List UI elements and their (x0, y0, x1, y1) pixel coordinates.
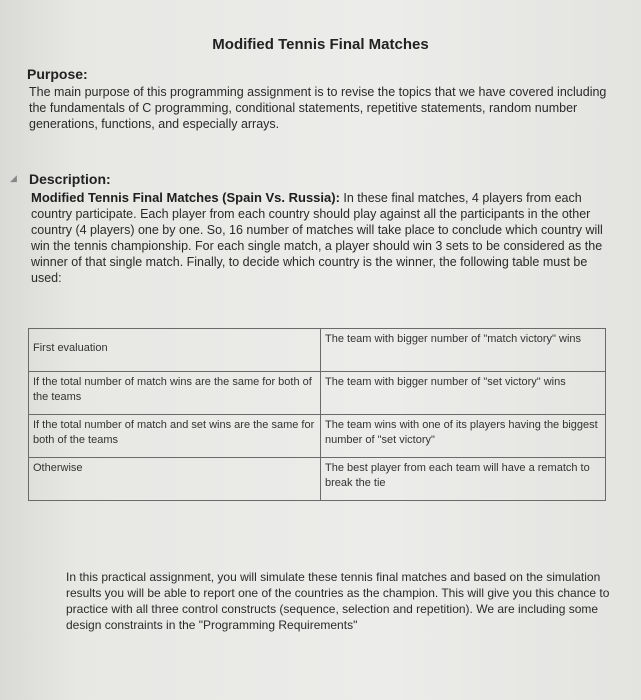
table-cell-condition: If the total number of match wins are the same for both of the teams (29, 372, 321, 415)
table-row (29, 329, 606, 372)
table-cell-condition (29, 329, 321, 372)
purpose-heading: Purpose: (27, 66, 88, 82)
description-paragraph (31, 190, 611, 286)
table-cell-result: The team wins with one of its players having the biggest number of "set victory" (321, 415, 606, 458)
table-cell-result: The best player from each team will have a rematch to break the tie (321, 458, 606, 501)
collapse-arrow-icon: ◢ (10, 173, 17, 183)
closing-paragraph: In this practical assignment, you will simulate these tennis final matches and based on the simulation results you will be able to report one of the countries as the champion. This will give you this chance to practice with all three control constructs (sequence, selection and repetition). We are including some design constraints in the "Programming Requirements" (66, 570, 610, 632)
purpose-paragraph: The main purpose of this programming assignment is to revise the topics that we have covered including the fundamentals of C programming, conditional statements, repetitive statements, random number generations, functions, and especially arrays. (29, 85, 607, 131)
table-row (29, 458, 606, 501)
table-row (29, 372, 606, 415)
condition-text: First evaluation (33, 342, 108, 354)
description-body: In these final matches, 4 players from each country participate. Each player from each country should play against all the participants in the other country (4 players) one by one. So, 16 number of matches will take place to conclude which country will win the tennis championship. For each single match, a player should win 3 sets to be considered as the winner of that single match. Finally, to decide which country is the winner, the following table must be used: (31, 191, 603, 285)
description-lead: Modified Tennis Final Matches (Spain Vs. Russia): (31, 190, 340, 205)
description-heading: Description: (29, 171, 111, 187)
table-cell-condition: Otherwise (29, 458, 321, 501)
table-cell-result: The team with bigger number of "set victory" wins (321, 372, 606, 415)
evaluation-table (28, 328, 606, 501)
table-cell-condition: If the total number of match and set wins are the same for both of the teams (29, 415, 321, 458)
table-row (29, 415, 606, 458)
table-cell-result: The team with bigger number of "match victory" wins (321, 329, 606, 372)
document-title: Modified Tennis Final Matches (212, 36, 429, 53)
